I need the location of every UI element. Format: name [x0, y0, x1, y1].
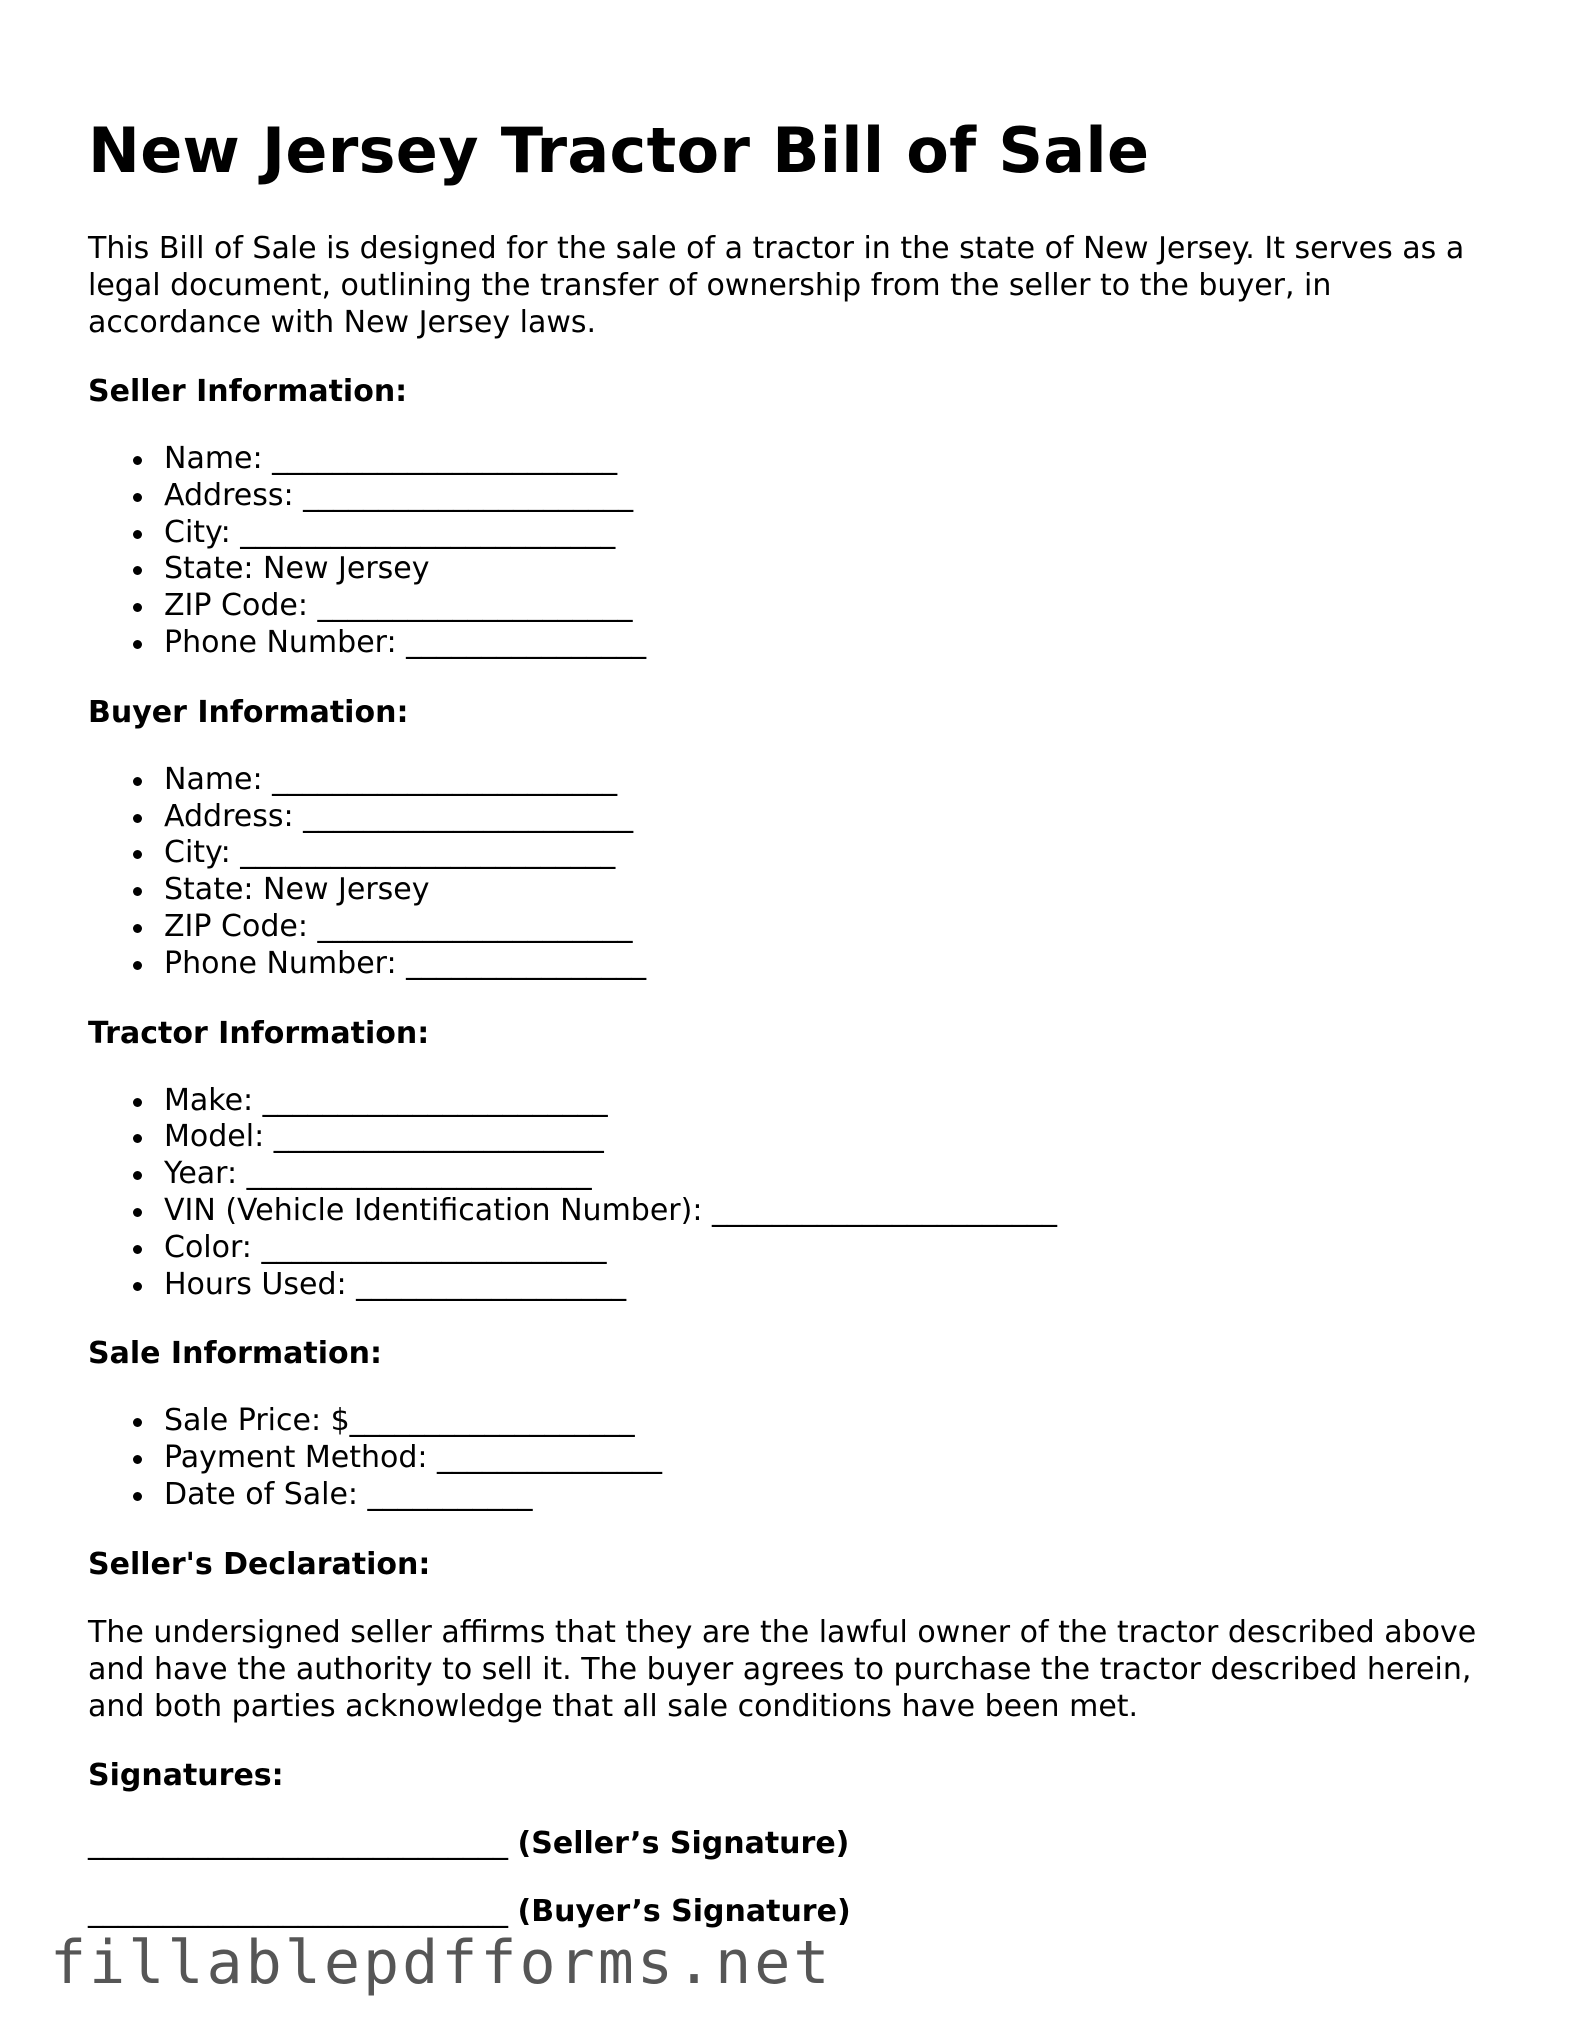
- tractor-model-field[interactable]: Model: ______________________: [88, 1119, 1508, 1156]
- seller-address-field[interactable]: Address: ______________________: [88, 478, 1508, 515]
- bullet-icon: [133, 887, 142, 896]
- bullet-icon: [133, 640, 142, 649]
- bullet-icon: [133, 530, 142, 539]
- payment-method-field[interactable]: Payment Method: _______________: [88, 1440, 1508, 1477]
- buyer-name-field[interactable]: Name: _______________________: [88, 762, 1508, 799]
- bullet-icon: [133, 1098, 142, 1107]
- intro-paragraph: This Bill of Sale is designed for the sale of a tractor in the state of New Jersey. It serves as a legal document, outlining the transfer of ownership from the seller to the buyer, in accordance with New Jersey laws.: [88, 231, 1465, 340]
- buyer-signature-line[interactable]: ____________________________: [88, 1893, 508, 1929]
- sale-information-list: [88, 1403, 1508, 1513]
- buyer-address-field[interactable]: Address: ______________________: [88, 799, 1508, 836]
- buyer-state-field: State: New Jersey: [88, 872, 1508, 909]
- seller-information-heading: Seller Information:: [88, 374, 408, 409]
- sale-information-heading: Sale Information:: [88, 1336, 382, 1372]
- seller-city-field[interactable]: City: _________________________: [88, 515, 1508, 552]
- tractor-make-field[interactable]: Make: _______________________: [88, 1083, 1508, 1120]
- bullet-icon: [133, 456, 142, 465]
- date-of-sale-field[interactable]: Date of Sale: ___________: [88, 1477, 1508, 1514]
- bullet-icon: [133, 1134, 142, 1143]
- seller-signature-row: [88, 1825, 1508, 1862]
- buyer-phone-field[interactable]: Phone Number: ________________: [88, 946, 1508, 983]
- tractor-color-field[interactable]: Color: _______________________: [88, 1230, 1508, 1267]
- seller-information-list: [88, 441, 1508, 662]
- buyer-signature-row: [88, 1893, 1508, 1930]
- buyer-signature-label: (Buyer’s Signature): [517, 1893, 851, 1929]
- tractor-hours-field[interactable]: Hours Used: __________________: [88, 1267, 1508, 1304]
- seller-state-field: State: New Jersey: [88, 551, 1508, 588]
- bullet-icon: [133, 850, 142, 859]
- bullet-icon: [133, 1418, 142, 1427]
- tractor-vin-field[interactable]: VIN (Vehicle Identification Number): _______________________: [88, 1193, 1508, 1230]
- buyer-zip-field[interactable]: ZIP Code: _____________________: [88, 909, 1508, 946]
- bullet-icon: [133, 777, 142, 786]
- seller-name-field[interactable]: Name: _______________________: [88, 441, 1508, 478]
- tractor-year-field[interactable]: Year: _______________________: [88, 1156, 1508, 1193]
- bullet-icon: [133, 924, 142, 933]
- buyer-information-heading: Buyer Information:: [88, 694, 409, 730]
- page-title: New Jersey Tractor Bill of Sale: [88, 114, 1150, 187]
- tractor-information-list: [88, 1083, 1508, 1304]
- signatures-heading: Signatures:: [88, 1757, 284, 1793]
- bullet-icon: [133, 1282, 142, 1291]
- bullet-icon: [133, 1492, 142, 1501]
- bullet-icon: [133, 566, 142, 575]
- bullet-icon: [133, 961, 142, 970]
- site-watermark: fillablepdfforms.net: [50, 1928, 833, 1998]
- bullet-icon: [133, 1171, 142, 1180]
- bullet-icon: [133, 1208, 142, 1217]
- declaration-paragraph: The undersigned seller affirms that they are the lawful owner of the tractor described above and have the authority to sell it. The buyer agrees to purchase the tractor described herein, and both parties acknowledge that all sale conditions have been met.: [88, 1614, 1477, 1724]
- bullet-icon: [133, 603, 142, 612]
- seller-signature-line[interactable]: ____________________________: [88, 1825, 508, 1861]
- sellers-declaration-heading: Seller's Declaration:: [88, 1546, 431, 1582]
- buyer-information-list: [88, 762, 1508, 983]
- tractor-information-heading: Tractor Information:: [88, 1015, 430, 1051]
- seller-signature-label: (Seller’s Signature): [517, 1825, 850, 1861]
- bullet-icon: [133, 493, 142, 502]
- bullet-icon: [133, 1245, 142, 1254]
- bill-of-sale-document: [88, 108, 1508, 1961]
- seller-zip-field[interactable]: ZIP Code: _____________________: [88, 588, 1508, 625]
- seller-phone-field[interactable]: Phone Number: ________________: [88, 625, 1508, 662]
- buyer-city-field[interactable]: City: _________________________: [88, 835, 1508, 872]
- bullet-icon: [133, 1455, 142, 1464]
- bullet-icon: [133, 814, 142, 823]
- sale-price-field[interactable]: Sale Price: $___________________: [88, 1403, 1508, 1440]
